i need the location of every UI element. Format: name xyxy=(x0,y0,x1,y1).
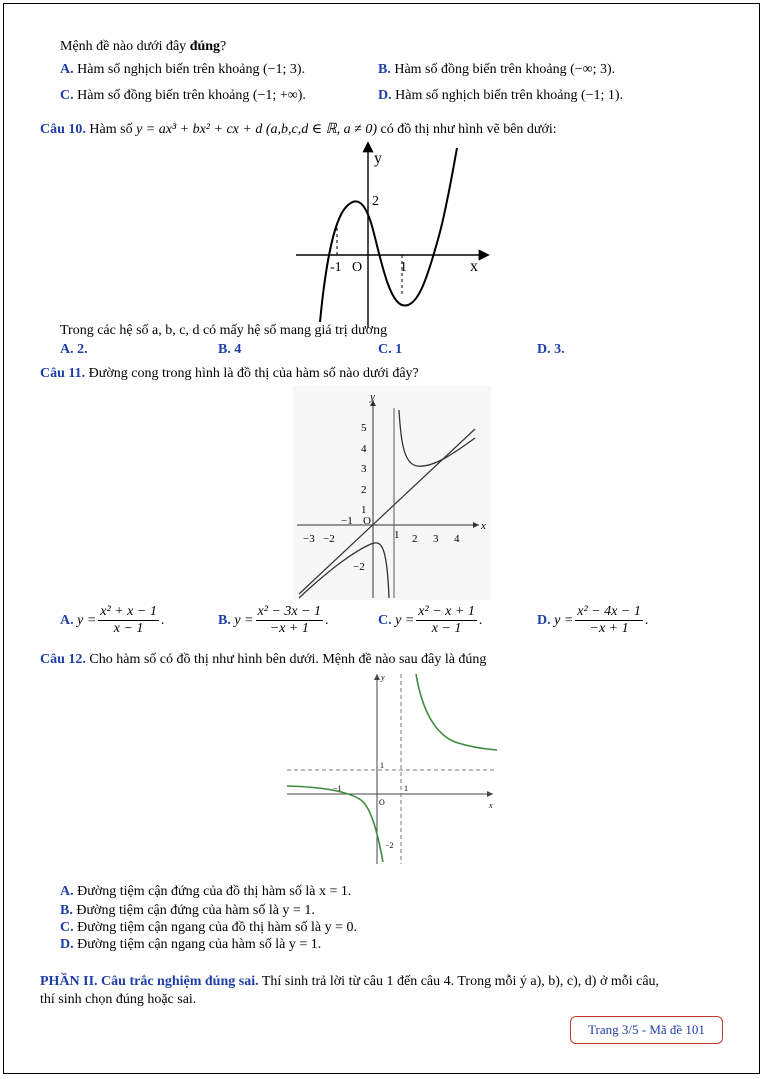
option-text: Đường tiệm cận ngang của hàm số là y = 1. xyxy=(77,937,322,952)
fraction-numerator: x² − x + 1 xyxy=(416,604,477,621)
origin-label: O xyxy=(363,515,371,527)
q10-option-a[interactable] xyxy=(60,342,88,358)
fraction-numerator: x² − 3x − 1 xyxy=(256,604,324,621)
curve-right xyxy=(399,410,475,466)
question-label: Câu 10. xyxy=(40,122,86,137)
option-letter: B. xyxy=(378,62,391,77)
curve-left xyxy=(287,786,383,862)
option-prefix: y = xyxy=(395,612,415,628)
q9-prompt xyxy=(60,39,226,55)
option-letter: D. xyxy=(537,612,551,628)
option-prefix: y = xyxy=(234,612,254,628)
option-suffix: . xyxy=(478,612,483,628)
xtick: 1 xyxy=(394,529,400,541)
q12-text: Cho hàm số có đồ thị như hình bên dưới. Mệnh đề nào sau đây là đúng xyxy=(89,652,487,667)
q11-graph xyxy=(293,386,491,600)
option-text: Hàm số nghịch biến trên khoảng (−1; 1). xyxy=(395,88,624,103)
origin-label: O xyxy=(379,798,385,807)
q12-option-b[interactable] xyxy=(60,903,315,919)
option-text: Hàm số đồng biến trên khoảng (−1; +∞). xyxy=(77,88,306,103)
page-footer xyxy=(570,1016,723,1044)
ytick: −1 xyxy=(341,515,353,527)
q9-option-d[interactable] xyxy=(378,88,623,104)
ytick: 4 xyxy=(361,443,367,455)
option-letter: A. xyxy=(60,612,74,628)
option-letter: A. xyxy=(60,342,74,357)
option-letter: D. xyxy=(60,937,74,952)
q9-option-b[interactable] xyxy=(378,62,615,78)
option-fraction xyxy=(98,604,159,637)
option-prefix: y = xyxy=(554,612,574,628)
q12-option-a[interactable] xyxy=(60,884,351,900)
fraction-denominator: −x + 1 xyxy=(269,621,309,637)
tick-1x: 1 xyxy=(404,784,408,793)
fraction-denominator: −x + 1 xyxy=(589,621,629,637)
q10-question: Trong các hệ số a, b, c, d có mấy hệ số mang giá trị dương xyxy=(60,323,388,338)
option-letter: B. xyxy=(218,342,231,357)
y-label: y xyxy=(381,673,385,682)
option-letter: B. xyxy=(218,612,231,628)
xtick: −2 xyxy=(323,533,335,545)
fraction-numerator: x² − 4x − 1 xyxy=(575,604,643,621)
q9-option-a[interactable] xyxy=(60,62,305,78)
xtick: 3 xyxy=(433,533,439,545)
cubic-curve xyxy=(320,148,457,322)
option-suffix: . xyxy=(325,612,329,628)
question-label: Câu 11. xyxy=(40,366,86,381)
q10-formula: y = ax³ + bx² + cx + d (a,b,c,d ∈ ℝ, a ≠ 0) xyxy=(136,122,378,137)
q10-text-b: có đồ thị như hình vẽ bên dưới: xyxy=(377,122,557,137)
option-text: 3. xyxy=(554,342,565,357)
x-label: x xyxy=(489,801,493,810)
fraction-denominator: x − 1 xyxy=(431,621,462,637)
option-letter: B. xyxy=(60,903,73,918)
option-fraction xyxy=(575,604,643,637)
ytick: 5 xyxy=(361,422,367,434)
option-letter: C. xyxy=(60,920,74,935)
option-text: Hàm số đồng biến trên khoảng (−∞; 3). xyxy=(394,62,616,77)
part2-line1: Thí sinh trả lời từ câu 1 đến câu 4. Trong mỗi ý a), b), c), d) ở mỗi câu, xyxy=(258,974,660,989)
option-letter: D. xyxy=(537,342,551,357)
tick-2: 2 xyxy=(372,194,379,209)
y-label: y xyxy=(370,391,375,403)
question-label: Câu 12. xyxy=(40,652,86,667)
option-suffix: . xyxy=(160,612,165,628)
q12-option-c[interactable] xyxy=(60,920,357,936)
q9-prompt-end: ? xyxy=(220,39,227,54)
fraction-denominator: x − 1 xyxy=(113,621,144,637)
option-text: Hàm số nghịch biến trên khoảng (−1; 3). xyxy=(77,62,306,77)
tick-neg1: -1 xyxy=(330,260,342,275)
q11-stem xyxy=(40,366,419,382)
q10-option-c[interactable] xyxy=(378,342,402,358)
option-letter: C. xyxy=(378,342,392,357)
q10-option-d[interactable] xyxy=(537,342,565,358)
footer-text: Trang 3/5 - Mã đề 101 xyxy=(588,1022,705,1037)
option-text: Đường tiệm cận ngang của đồ thị hàm số là y = 0. xyxy=(77,920,358,935)
ytick: 2 xyxy=(361,484,367,496)
q12-stem xyxy=(40,652,486,668)
option-letter: C. xyxy=(60,88,74,103)
origin-label: O xyxy=(352,260,363,275)
part2-line2: thí sinh chọn đúng hoặc sai. xyxy=(40,992,197,1007)
q9-option-c[interactable] xyxy=(60,88,306,104)
q11-text: Đường cong trong hình là đồ thị của hàm số nào dưới đây? xyxy=(88,366,419,381)
xtick: 2 xyxy=(412,533,418,545)
q12-option-d[interactable] xyxy=(60,937,321,953)
option-letter: A. xyxy=(60,884,74,899)
x-label: x xyxy=(470,258,478,275)
q9-prompt-emph: đúng xyxy=(189,39,221,54)
ytick: 1 xyxy=(361,504,367,516)
ytick: 3 xyxy=(361,463,367,475)
tick-1: 1 xyxy=(400,260,407,275)
q11-option-c[interactable] xyxy=(378,604,482,637)
q11-option-a[interactable] xyxy=(60,604,164,637)
xtick: 4 xyxy=(454,533,460,545)
option-letter: A. xyxy=(60,62,74,77)
part2-title: PHẦN II. Câu trắc nghiệm đúng sai. xyxy=(40,974,259,989)
q9-prompt-text: Mệnh đề nào dưới đây xyxy=(60,39,190,54)
tick-1y: 1 xyxy=(380,761,384,770)
part2-heading xyxy=(40,974,659,990)
option-letter: D. xyxy=(378,88,392,103)
option-suffix: . xyxy=(644,612,649,628)
curve-right xyxy=(416,674,497,750)
q10-graph xyxy=(292,140,492,330)
option-letter: C. xyxy=(378,612,392,628)
ytick: −2 xyxy=(353,561,365,573)
y-label: y xyxy=(374,150,382,167)
q11-option-d[interactable] xyxy=(537,604,648,637)
option-fraction xyxy=(416,604,477,637)
option-text: 1 xyxy=(395,342,403,357)
tick-neg1: −1 xyxy=(333,784,342,793)
q10-text-a: Hàm số xyxy=(89,122,137,137)
option-text: 4 xyxy=(234,342,242,357)
fraction-numerator: x² + x − 1 xyxy=(98,604,159,621)
q10-stem xyxy=(40,121,557,138)
q10-option-b[interactable] xyxy=(218,342,241,358)
option-text: 2. xyxy=(77,342,88,357)
x-label: x xyxy=(481,520,486,532)
option-text: Đường tiệm cận đứng của hàm số là y = 1. xyxy=(76,903,315,918)
option-fraction xyxy=(256,604,324,637)
option-text: Đường tiệm cận đứng của đồ thị hàm số là x = 1. xyxy=(77,884,352,899)
xtick: −3 xyxy=(303,533,315,545)
q12-graph xyxy=(285,670,500,866)
option-prefix: y = xyxy=(77,612,97,628)
q11-option-b[interactable] xyxy=(218,604,329,637)
tick-neg2: −2 xyxy=(385,841,394,850)
